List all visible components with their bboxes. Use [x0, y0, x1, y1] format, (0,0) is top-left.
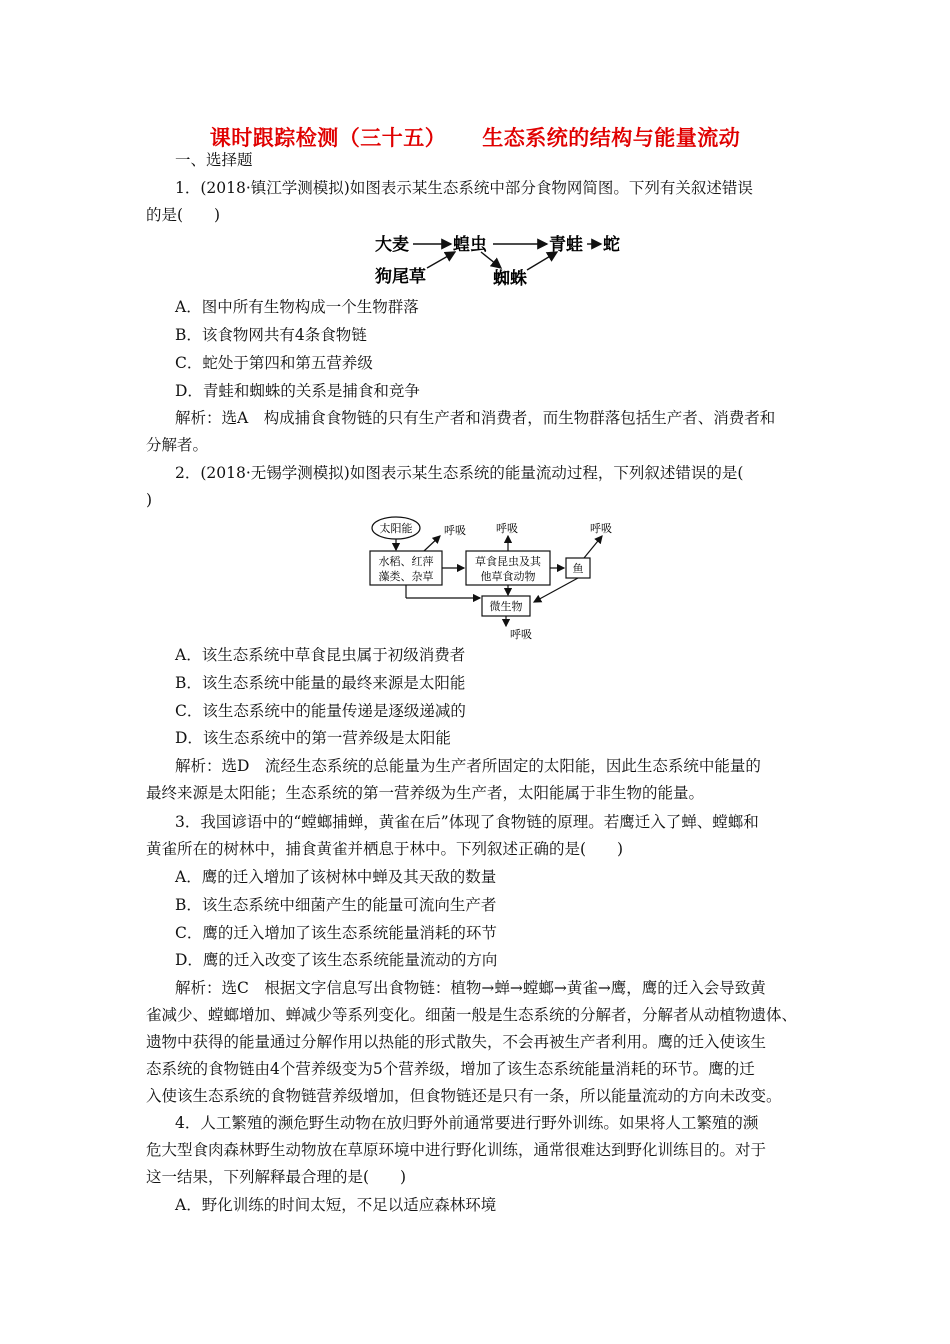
q2-option-d: D．该生态系统中的第一营养级是太阳能 [175, 729, 451, 747]
title-part-2: 生态系统的结构与能量流动 [482, 125, 741, 150]
q3-stem-line-1: 3．我国谚语中的“螳螂捕蝉，黄雀在后”体现了食物链的原理。若鹰迁入了蝉、螳螂和 [175, 813, 759, 831]
q3-option-a: A．鹰的迁入增加了该树林中蝉及其天敌的数量 [175, 868, 497, 886]
energy-flow-diagram [368, 514, 618, 642]
sun-label: 太阳能 [379, 522, 413, 535]
q4-stem-line-1: 4．人工繁殖的濒危野生动物在放归野外前通常要进行野外训练。如果将人工繁殖的濒 [175, 1114, 759, 1132]
q3-option-d: D．鹰的迁入改变了该生态系统能量流动的方向 [175, 951, 498, 969]
node-spider: 蜘蛛 [493, 269, 527, 289]
q3-analysis-line-5: 入使该生态系统的食物链营养级增加，但食物链还是只有一条，所以能量流动的方向未改变。 [146, 1087, 782, 1105]
q1-option-b: B．该食物网共有4条食物链 [175, 326, 367, 344]
q4-stem-line-2: 危大型食肉森林野生动物放在草原环境中进行野化训练，通常很难达到野化训练目的。对于 [146, 1141, 767, 1159]
q3-analysis-line-2: 雀减少、螳螂增加、蝉减少等系列变化。细菌一般是生态系统的分解者，分解者从动植物遗体、 [146, 1006, 798, 1024]
q2-stem-line-1: 2．(2018·无锡学测模拟)如图表示某生态系统的能量流动过程，下列叙述错误的是( [175, 464, 744, 482]
food-web-diagram [365, 228, 625, 292]
section-heading: 一、选择题 [175, 151, 253, 169]
herbivores-respiration: 呼吸 [496, 522, 518, 535]
q3-stem-line-2: 黄雀所在的树林中，捕食黄雀并栖息于林中。下列叙述正确的是( ) [146, 840, 624, 858]
page-title [0, 122, 950, 152]
q1-analysis-line-2: 分解者。 [146, 436, 209, 454]
arrow-spider-frog [527, 252, 557, 270]
microbes-label: 微生物 [489, 600, 523, 613]
q2-option-b: B．该生态系统中能量的最终来源是太阳能 [175, 674, 466, 692]
producers-label-2: 藻类、杂草 [378, 570, 434, 583]
title-part-1: 课时跟踪检测（三十五） [209, 125, 447, 150]
q2-option-c: C．该生态系统中的能量传递是逐级递减的 [175, 702, 466, 720]
q1-option-a: A．图中所有生物构成一个生物群落 [175, 298, 419, 316]
arrow-fish-microbes [534, 578, 578, 602]
q4-option-a: A．野化训练的时间太短，不足以适应森林环境 [175, 1196, 497, 1214]
q3-option-b: B．该生态系统中细菌产生的能量可流向生产者 [175, 896, 497, 914]
q3-analysis-line-1: 解析：选C 根据文字信息写出食物链：植物→蝉→螳螂→黄雀→鹰，鹰的迁入会导致黄 [175, 979, 766, 997]
q4-stem-line-3: 这一结果，下列解释最合理的是( ) [146, 1168, 407, 1186]
arrow-locust-spider [481, 252, 501, 268]
producers-respiration: 呼吸 [444, 524, 466, 537]
q1-option-c: C．蛇处于第四和第五营养级 [175, 354, 373, 372]
node-frog: 青蛙 [549, 235, 583, 255]
q1-stem-line-2: 的是( ) [146, 206, 221, 224]
fish-label: 鱼 [572, 562, 584, 575]
node-foxtail: 狗尾草 [375, 267, 426, 287]
q2-stem-line-2: ) [146, 491, 153, 509]
q1-option-d: D．青蛙和蜘蛛的关系是捕食和竞争 [175, 382, 420, 400]
fish-respiration: 呼吸 [590, 522, 612, 535]
herbivores-label-1: 草食昆虫及其 [475, 555, 541, 568]
node-snake: 蛇 [603, 235, 620, 255]
node-locust: 蝗虫 [453, 235, 487, 255]
arrow-foxtail-locust [427, 252, 455, 268]
q1-stem-line-1: 1．(2018·镇江学测模拟)如图表示某生态系统中部分食物网简图。下列有关叙述错误 [175, 179, 753, 197]
q3-analysis-line-4: 态系统的食物链由4个营养级变为5个营养级，增加了该生态系统能量消耗的环节。鹰的迁 [146, 1060, 755, 1078]
microbes-respiration: 呼吸 [510, 628, 532, 641]
q2-analysis-line-2: 最终来源是太阳能；生态系统的第一营养级为生产者，太阳能属于非生物的能量。 [146, 784, 705, 802]
producers-label-1: 水稻、红萍 [378, 555, 434, 568]
q3-option-c: C．鹰的迁入增加了该生态系统能量消耗的环节 [175, 924, 497, 942]
herbivores-label-2: 他草食动物 [480, 570, 536, 583]
arrow-producers-respiration [424, 536, 440, 551]
q1-analysis-line-1: 解析：选A 构成捕食食物链的只有生产者和消费者，而生物群落包括生产者、消费者和 [175, 409, 776, 427]
q3-analysis-line-3: 遗物中获得的能量通过分解作用以热能的形式散失，不会再被生产者利用。鹰的迁入使该生 [146, 1033, 767, 1051]
arrow-fish-respiration [584, 536, 602, 558]
node-barley: 大麦 [375, 235, 409, 255]
q2-analysis-line-1: 解析：选D 流经生态系统的总能量为生产者所固定的太阳能，因此生态系统中能量的 [175, 757, 761, 775]
q2-option-a: A．该生态系统中草食昆虫属于初级消费者 [175, 646, 466, 664]
